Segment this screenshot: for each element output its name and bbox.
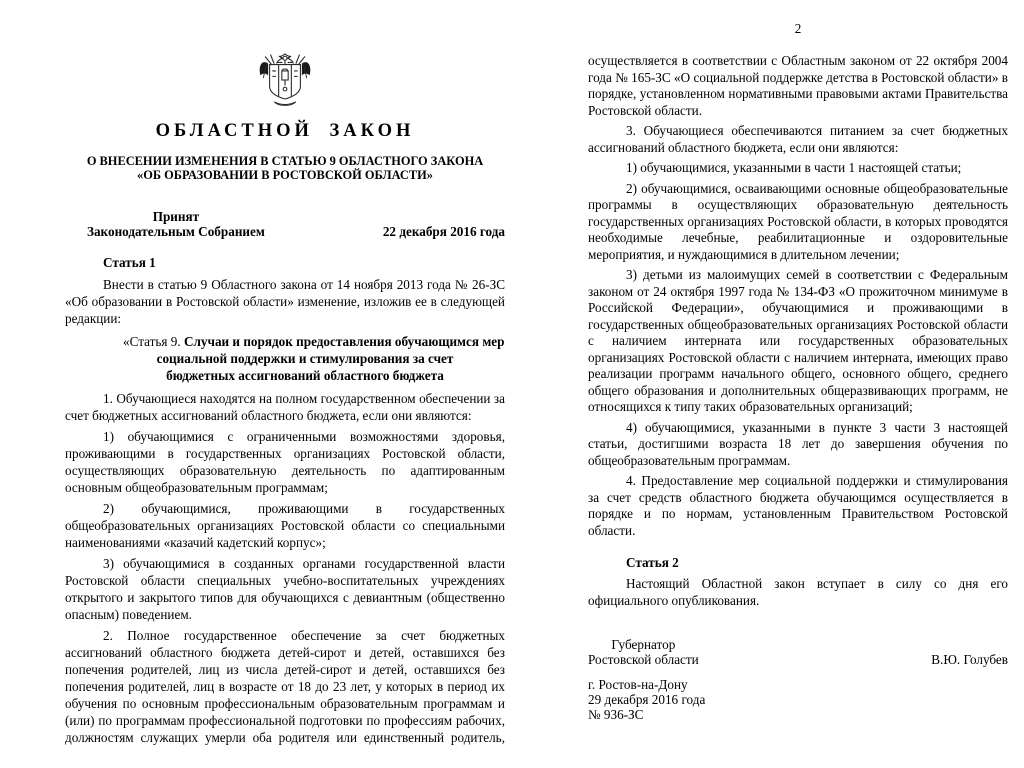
page-1 <box>65 0 505 750</box>
article-9-title-part-1: Случаи и порядок предоставления обучающимся мер <box>183 334 505 349</box>
adopted-by <box>87 209 265 239</box>
signatory-post-line-1: Губернатор <box>611 637 676 652</box>
adoption-block <box>65 209 505 239</box>
signatory-post <box>588 637 699 667</box>
paragraph-part-3-item-3: 3) детьми из малоимущих семей в соответствии с Федеральным законом от 24 октября 1997 года № 134-ФЗ «О прожиточном минимуме в Российской Федерации», обучающимися и проживающими в государственных общеобразовательных организациях Ростовской области с наличием интерната или государственных образовательных организациях Ростовской области с наличием интерната, имеющих право реализации программ начального общего, основного общего, среднего общего образования и дополнительных общеразвивающих программ, не относящихся к типу таких образовательных организаций; <box>588 267 1008 414</box>
paragraph-part-2-continuation: осуществляется в соответствии с Областным законом от 22 октября 2004 года № 165-ЗС «О социальной поддержке детства в Ростовской области» в порядке, установленном нормативными правовыми актами Правительства Ростовской области. <box>588 53 1008 118</box>
article-1-intro-paragraph: Внести в статью 9 Областного закона от 14 ноября 2013 года № 26-ЗС «Об образовании в Ростовской области» изменение, изложив ее в следующей редакции: <box>65 277 505 326</box>
paragraph-part-3-item-1: 1) обучающимися, указанными в части 1 настоящей статьи; <box>626 160 962 175</box>
issuance-date: 29 декабря 2016 года <box>588 692 706 707</box>
article-2-heading: Статья 2 <box>626 555 679 570</box>
article-9-heading-block <box>123 333 505 384</box>
page-2 <box>588 0 1008 722</box>
issuance-city: г. Ростов-на-Дону <box>588 677 688 692</box>
document-subtitle <box>65 155 505 182</box>
article-2-paragraph: Настоящий Областной закон вступает в силу со дня его официального опубликования. <box>588 576 1008 608</box>
signature-block <box>588 637 1008 667</box>
article-9-heading-line-1 <box>123 333 505 350</box>
article-9-heading-line-3: бюджетных ассигнований областного бюджета <box>166 368 444 383</box>
issuance-block <box>588 677 1008 722</box>
document-title: ОБЛАСТНОЙ ЗАКОН <box>155 121 415 141</box>
adopted-label: Принят <box>152 209 200 224</box>
paragraph-part-3-item-2: 2) обучающимися, осваивающими основные общеобразовательные программы в осуществляющих образовательную деятельность государственных организациях Ростовской области, в которых проводятся необходимые лечебные, реабилитационные и оздоровительные мероприятия, и нуждающимися в длительном лечении; <box>588 180 1008 262</box>
paragraph-item-3: 3) обучающимися в созданных органами государственной власти Ростовской области специальных учебно-воспитательных учреждениях открытого и закрытого типов для обучающихся с девиантным (общественно опасным) поведением. <box>65 556 505 622</box>
issuance-number: № 936-ЗС <box>588 707 644 722</box>
paragraph-item-2: 2) обучающимися, проживающими в государственных общеобразовательных организациях Ростовской области со специальными наименованиями «казачий кадетский корпус»; <box>65 501 505 550</box>
signatory-name: В.Ю. Голубев <box>931 652 1008 667</box>
article-9-heading-line-2: социальной поддержки и стимулирования за счет <box>156 351 454 366</box>
paragraph-part-1: 1. Обучающиеся находятся на полном государственном обеспечении за счет бюджетных ассигнований областного бюджета, если они являются: <box>65 391 505 423</box>
rostov-coat-of-arms-icon <box>256 50 314 110</box>
subtitle-line-1: О ВНЕСЕНИИ ИЗМЕНЕНИЯ В СТАТЬЮ 9 ОБЛАСТНОГО ЗАКОНА <box>86 154 484 168</box>
adopted-body: Законодательным Собранием <box>87 224 265 239</box>
article-9-number: «Статья 9. <box>123 334 181 349</box>
paragraph-part-2: 2. Полное государственное обеспечение за счет бюджетных ассигнований областного бюджета детей-сирот и детей, оставшихся без попечения родителей, лиц из числа детей-сирот и детей, оставшихся без попечения родителей, лиц в возрасте от 18 до 23 лет, у которых в период их обучения по основным профессиональным образовательным программам и (или) по программам профессиональной подготовки по профессиям рабочих, должностям служащих умерли оба родителя или единственный родитель, <box>65 628 505 745</box>
article-1-heading: Статья 1 <box>103 255 156 270</box>
paragraph-part-3: 3. Обучающиеся обеспечиваются питанием за счет бюджетных ассигнований областного бюджета, если они являются: <box>588 123 1008 155</box>
page-number: 2 <box>794 21 802 36</box>
paragraph-part-3-item-4: 4) обучающимися, указанными в пункте 3 части 3 настоящей статьи, достигшими возраста 18 лет до завершения обучения по общеобразовательным программам. <box>588 419 1008 468</box>
adoption-date: 22 декабря 2016 года <box>382 224 505 239</box>
subtitle-line-2: «ОБ ОБРАЗОВАНИИ В РОСТОВСКОЙ ОБЛАСТИ» <box>137 167 433 182</box>
paragraph-part-4: 4. Предоставление мер социальной поддержки и стимулирования за счет средств областного бюджета обучающимся осуществляется в порядке и по нормам, установленным Правительством Ростовской области. <box>588 473 1008 538</box>
paragraph-item-1: 1) обучающимися с ограниченными возможностями здоровья, проживающими в государственных организациях Ростовской области, осуществляющих образовательную деятельность по адаптированным основным общеобразовательным программам; <box>65 429 505 495</box>
signatory-post-line-2: Ростовской области <box>588 652 699 667</box>
